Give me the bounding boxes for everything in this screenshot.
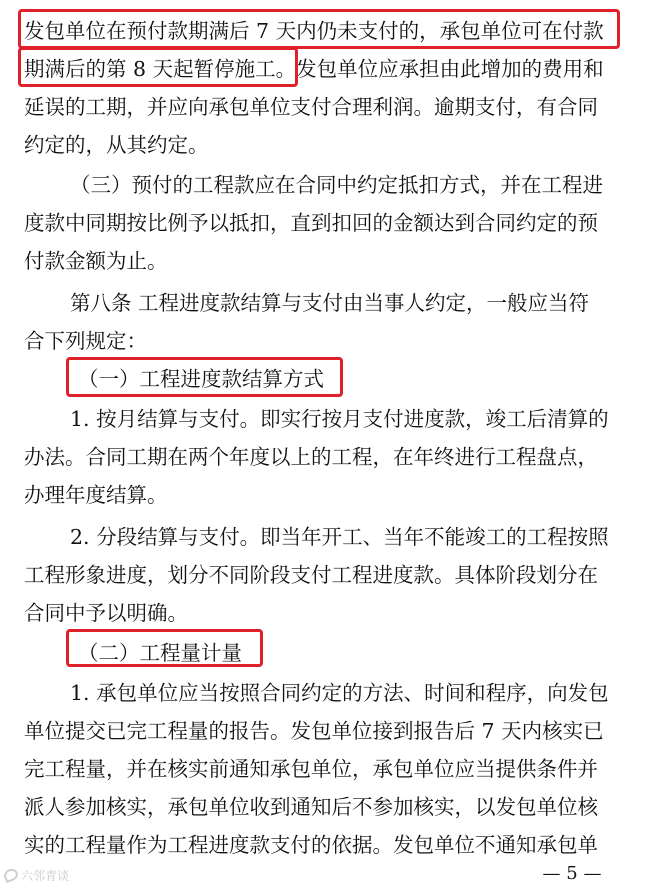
section-heading-2: （二）工程量计量 xyxy=(78,641,242,665)
watermark-text: 六邻青谈 xyxy=(21,868,70,883)
text-line-21: 派人参加核实，承包单位收到通知后不参加核实，以发包单位核 xyxy=(24,795,598,819)
page-number: — 5 — xyxy=(542,863,602,884)
text-line-5: （三）预付的工程款应在合同中约定抵扣方式，并在工程进 xyxy=(70,173,603,197)
text-line-6: 度款中同期按比例予以抵扣，直到扣回的金额达到合同约定的预 xyxy=(24,211,598,235)
text-line-22: 实的工程量作为工程进度款支付的依据。发包单位不通知承包单 xyxy=(24,833,598,857)
watermark xyxy=(4,866,69,884)
text-line-9: 合下列规定： xyxy=(24,329,147,353)
text-line-15: 工程形象进度，划分不同阶段支付工程进度款。具体阶段划分在 xyxy=(24,563,598,587)
watermark-logo-icon xyxy=(2,867,19,883)
section-heading-1: （一）工程进度款结算方式 xyxy=(78,367,324,391)
text-line-4: 约定的，从其约定。 xyxy=(24,133,209,157)
text-line-11: 1. 按月结算与支付。即实行按月支付进度款，竣工后清算的 xyxy=(70,407,609,431)
text-line-19: 单位提交已完工程量的报告。发包单位接到报告后 7 天内核实已 xyxy=(24,719,604,743)
text-line-14: 2. 分段结算与支付。即当年开工、当年不能竣工的工程按照 xyxy=(70,525,609,549)
text-line-1: 发包单位在预付款期满后 7 天内仍未支付的，承包单位可在付款 xyxy=(24,19,604,43)
article-heading-line: 第八条 工程进度款结算与支付由当事人约定，一般应当符 xyxy=(70,291,590,315)
text-line-3: 延误的工期，并应向承包单位支付合理利润。逾期支付，有合同 xyxy=(24,95,598,119)
text-line-18: 1. 承包单位应当按照合同约定的方法、时间和程序，向发包 xyxy=(70,681,609,705)
text-line-16: 合同中予以明确。 xyxy=(24,601,188,625)
text-line-12: 办法。合同工期在两个年度以上的工程，在年终进行工程盘点， xyxy=(24,445,598,469)
text-line-13: 办理年度结算。 xyxy=(24,483,168,507)
text-line-20: 完工程量，并在核实前通知承包单位，承包单位应当提供条件并 xyxy=(24,757,598,781)
text-line-7: 付款金额为止。 xyxy=(24,249,168,273)
text-line-2: 期满后的第 8 天起暂停施工。发包单位应承担由此增加的费用和 xyxy=(24,57,604,81)
